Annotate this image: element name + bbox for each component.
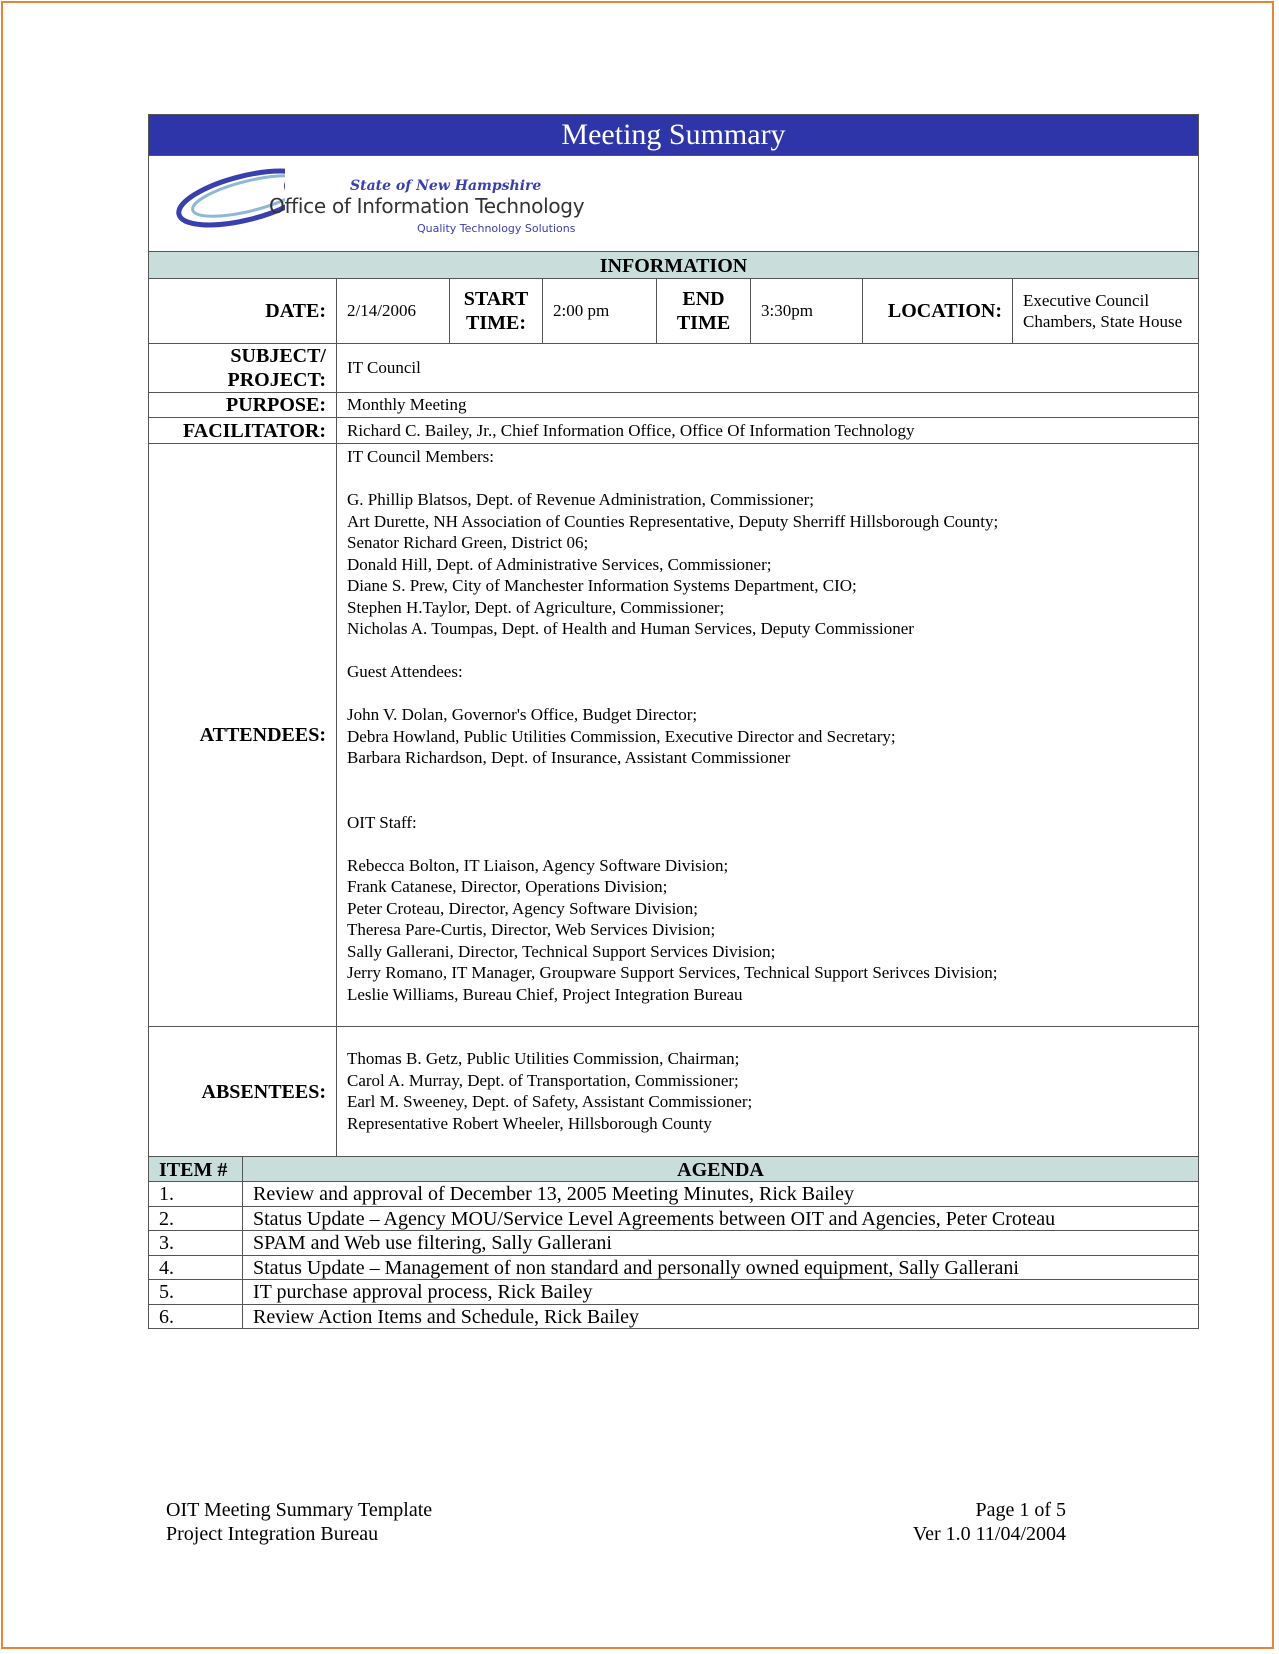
- absentees-row: [149, 1027, 1198, 1157]
- agenda-header: [149, 1157, 1198, 1182]
- table-row: [149, 1231, 1198, 1256]
- list-item: Debra Howland, Public Utilities Commission, Executive Director and Secretary;: [347, 726, 896, 746]
- agenda-item-number: 3.: [149, 1231, 243, 1255]
- purpose-value: Monthly Meeting: [347, 395, 467, 414]
- table-row: [149, 1280, 1198, 1305]
- list-item: Peter Croteau, Director, Agency Software Division;: [347, 898, 699, 918]
- location-value: Executive Council Chambers, State House: [1023, 291, 1183, 331]
- subject-row: [149, 344, 1198, 393]
- footer-template-name: OIT Meeting Summary Template: [166, 1499, 433, 1521]
- list-item: [347, 769, 1198, 791]
- list-item: Donald Hill, Dept. of Administrative Services, Commissioner;: [347, 554, 772, 574]
- footer-bureau: Project Integration Bureau: [166, 1523, 379, 1545]
- list-item: Art Durette, NH Association of Counties Representative, Deputy Sherriff Hillsborough County;: [347, 511, 999, 531]
- subject-label: SUBJECT/ PROJECT:: [149, 344, 337, 392]
- attendees-row: [149, 444, 1198, 1027]
- end-time-value: 3:30pm: [751, 279, 863, 343]
- list-item: Nicholas A. Toumpas, Dept. of Health and Human Services, Deputy Commissioner: [347, 619, 914, 638]
- start-time-label: START TIME:: [450, 279, 543, 343]
- agenda-item-number: 4.: [149, 1256, 243, 1280]
- subject-value: IT Council: [347, 358, 421, 377]
- list-item: Jerry Romano, IT Manager, Groupware Support Services, Technical Support Serivces Division;: [347, 963, 998, 982]
- list-item: Barbara Richardson, Dept. of Insurance, Assistant Commissioner: [347, 748, 791, 767]
- list-item: Carol A. Murray, Dept. of Transportation, Commissioner;: [347, 1070, 739, 1090]
- list-item: [347, 640, 1198, 662]
- list-item: IT Council Members:: [347, 447, 494, 466]
- purpose-row: [149, 393, 1198, 418]
- agenda-table: [149, 1182, 1198, 1328]
- agenda-item-text: Review Action Items and Schedule, Rick Bailey: [253, 1305, 640, 1328]
- absentees-list: [337, 1027, 1198, 1156]
- absentees-label: ABSENTEES:: [149, 1027, 337, 1156]
- agenda-item-text: Status Update – Agency MOU/Service Level Agreements between OIT and Agencies, Peter Croteau: [253, 1207, 1056, 1230]
- list-item: Diane S. Prew, City of Manchester Information Systems Department, CIO;: [347, 576, 857, 595]
- location-label: LOCATION:: [863, 279, 1013, 343]
- start-time-value: 2:00 pm: [543, 279, 657, 343]
- logo-office-text: Office of Information Technology: [269, 194, 585, 218]
- list-item: [347, 683, 1198, 705]
- information-header: INFORMATION: [149, 252, 1198, 279]
- list-item: [347, 790, 1198, 812]
- list-item: OIT Staff:: [347, 812, 417, 832]
- list-item: Rebecca Bolton, IT Liaison, Agency Software Division;: [347, 855, 729, 875]
- agenda-item-number-header: ITEM #: [149, 1157, 243, 1181]
- agenda-item-text: Review and approval of December 13, 2005 Meeting Minutes, Rick Bailey: [253, 1183, 854, 1205]
- list-item: Sally Gallerani, Director, Technical Support Services Division;: [347, 941, 776, 961]
- list-item: Thomas B. Getz, Public Utilities Commission, Chairman;: [347, 1049, 740, 1068]
- table-row: [149, 1305, 1198, 1329]
- end-time-label: END TIME: [657, 279, 751, 343]
- date-value: 2/14/2006: [337, 279, 450, 343]
- attendees-label: ATTENDEES:: [149, 444, 337, 1026]
- list-item: Frank Catanese, Director, Operations Division;: [347, 877, 668, 896]
- facilitator-label: FACILITATOR:: [149, 418, 337, 443]
- logo-state-text: State of New Hampshire: [350, 178, 542, 194]
- purpose-label: PURPOSE:: [149, 393, 337, 417]
- logo-tagline: Quality Technology Solutions: [417, 222, 576, 235]
- agenda-item-text: IT purchase approval process, Rick Bailey: [253, 1281, 593, 1303]
- document-title: Meeting Summary: [149, 115, 1198, 156]
- agenda-item-text: SPAM and Web use filtering, Sally Gallerani: [253, 1232, 612, 1254]
- facilitator-row: [149, 418, 1198, 444]
- attendees-list: [337, 444, 1198, 1026]
- list-item: G. Phillip Blatsos, Dept. of Revenue Administration, Commissioner;: [347, 490, 815, 509]
- list-item: John V. Dolan, Governor's Office, Budget Director;: [347, 705, 698, 724]
- info-row: [149, 279, 1198, 344]
- agenda-item-text: Status Update – Management of non standard and personally owned equipment, Sally Gallerani: [253, 1256, 1019, 1279]
- logo-row: [149, 156, 1198, 252]
- table-row: [149, 1256, 1198, 1281]
- footer-right: [860, 1498, 1066, 1546]
- table-row: [149, 1207, 1198, 1232]
- list-item: [347, 833, 1198, 855]
- list-item: Earl M. Sweeney, Dept. of Safety, Assistant Commissioner;: [347, 1092, 753, 1111]
- agenda-item-number: 6.: [149, 1305, 243, 1329]
- list-item: Stephen H.Taylor, Dept. of Agriculture, Commissioner;: [347, 597, 725, 617]
- list-item: [347, 468, 1198, 490]
- oit-logo: [175, 168, 605, 244]
- list-item: Guest Attendees:: [347, 662, 463, 681]
- date-label: DATE:: [149, 279, 337, 343]
- agenda-item-number: 5.: [149, 1280, 243, 1304]
- footer-version: Ver 1.0 11/04/2004: [912, 1523, 1066, 1545]
- footer-page-number: Page 1 of 5: [975, 1499, 1066, 1521]
- list-item: Theresa Pare-Curtis, Director, Web Services Division;: [347, 920, 716, 939]
- agenda-title-header: AGENDA: [677, 1159, 764, 1181]
- list-item: Senator Richard Green, District 06;: [347, 533, 589, 552]
- table-row: [149, 1182, 1198, 1207]
- agenda-item-number: 1.: [149, 1182, 243, 1206]
- list-item: Leslie Williams, Bureau Chief, Project Integration Bureau: [347, 984, 743, 1004]
- agenda-item-number: 2.: [149, 1207, 243, 1231]
- meeting-summary-form: [148, 114, 1199, 1329]
- facilitator-value: Richard C. Bailey, Jr., Chief Information Office, Office Of Information Technology: [347, 420, 915, 440]
- footer-left: [166, 1498, 432, 1546]
- list-item: Representative Robert Wheeler, Hillsborough County: [347, 1113, 712, 1133]
